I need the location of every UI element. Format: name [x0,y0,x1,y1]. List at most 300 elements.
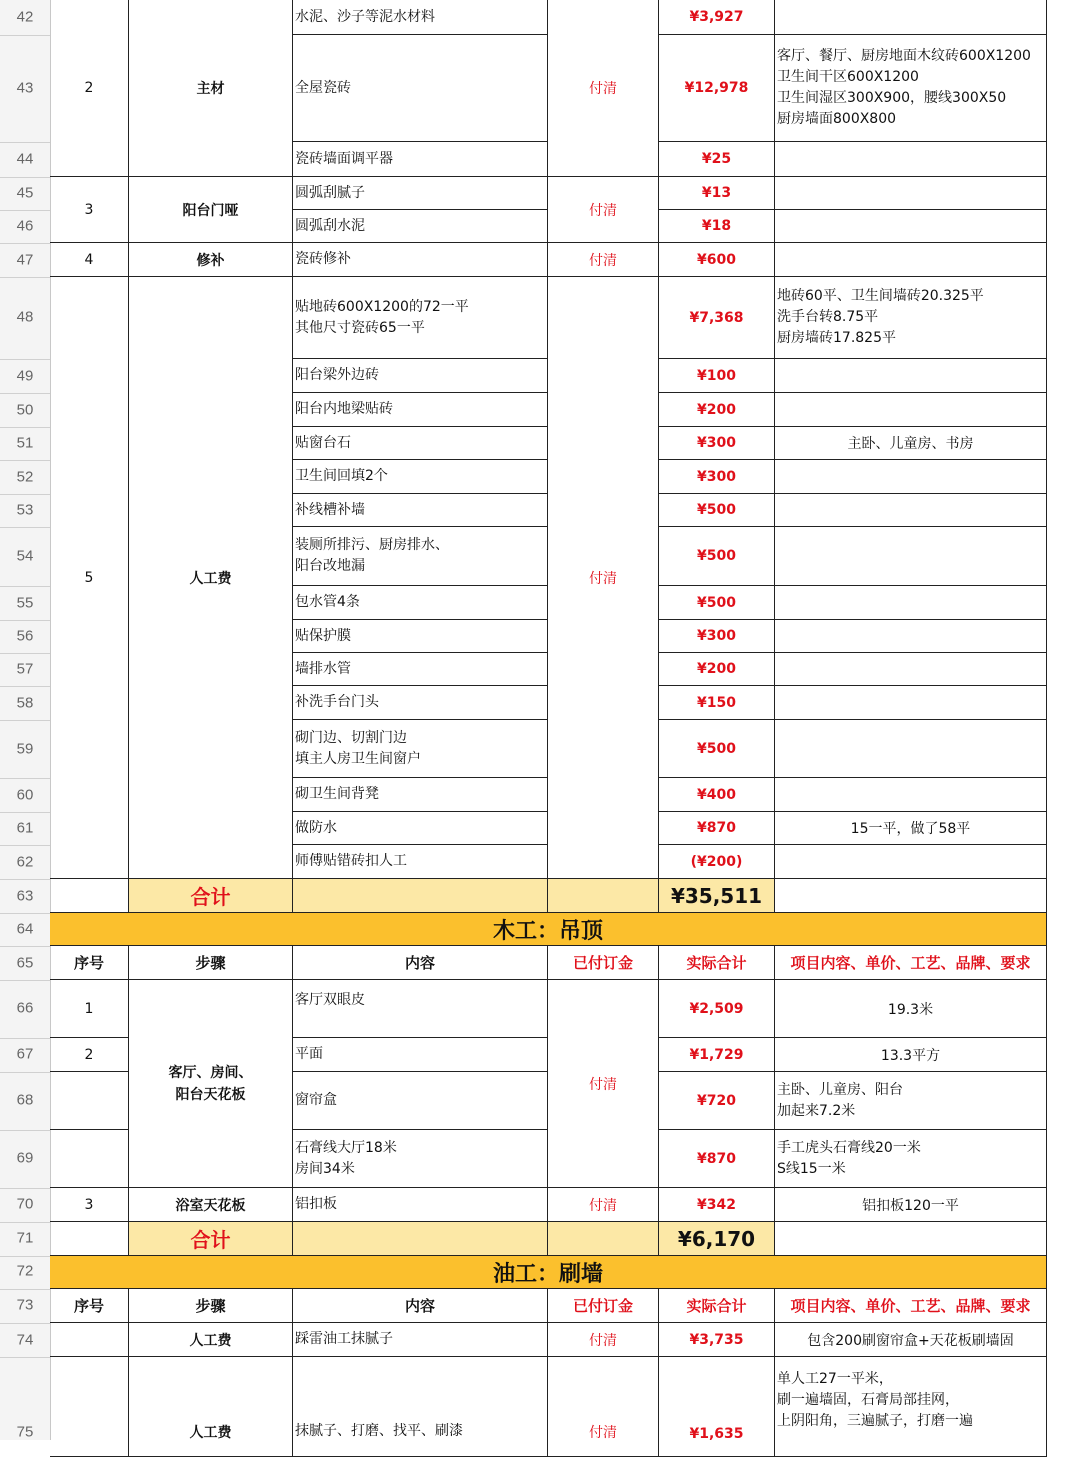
note-cell [775,1038,1047,1072]
total-empty-cell [293,1222,548,1256]
note-cell [775,1188,1047,1222]
amount-value: ¥1,729 [689,1046,744,1063]
amount-cell [659,1130,775,1188]
content-cell [293,359,548,393]
note-cell [775,359,1047,393]
amount-value: ¥200 [697,661,736,677]
step-name-cell [129,277,293,879]
row-separator [0,686,50,687]
content-text: 墙排水管 [295,660,351,677]
wood-total-label: 合计 [190,1228,231,1252]
step-number: 3 [84,201,94,218]
amount-cell [659,845,775,879]
row-number[interactable]: 43 [16,79,34,97]
note-cell [775,460,1047,494]
row-number[interactable]: 56 [16,627,34,645]
step-number-cell [50,1188,129,1222]
header-actual-text: 实际合计 [686,954,747,972]
note-cell [775,494,1047,527]
content-text: 客厅双眼皮 [295,992,365,1008]
note-cell [775,177,1047,210]
row-separator [0,1357,50,1358]
amount-cell [659,980,775,1038]
step-name-cell [129,1188,293,1222]
paid-status-cell [548,1357,659,1457]
row-separator [0,1072,50,1073]
step-number: 2 [84,1046,94,1063]
content-cell [293,1038,548,1072]
content-cell [293,1072,548,1130]
content-text: 师傅贴错砖扣人工 [295,853,407,869]
note-text: 客厅、餐厅、厨房地面木纹砖600X1200 卫生间干区600X1200 卫生间湿区300X900，腰线300X50 厨房墙面800X800 [777,48,1031,127]
total-empty-cell [50,1222,129,1256]
paid-status-cell [548,277,659,879]
amount-value: ¥25 [701,151,732,167]
amount-value: ¥500 [697,502,736,518]
amount-cell [659,1072,775,1130]
header-paid [548,946,659,980]
header-step [129,946,293,980]
header-actual [659,946,775,980]
content-text: 补洗手台门头 [295,694,379,710]
row-number[interactable]: 74 [16,1331,34,1349]
row-separator [0,427,50,428]
note-text: 地砖60平、卫生间墙砖20.325平 洗手台转8.75平 厨房墙砖17.825平 [777,288,984,346]
row-number[interactable]: 64 [16,920,34,938]
paid-status: 付清 [589,252,617,269]
amount-value: ¥12,978 [684,80,749,96]
row-number[interactable]: 48 [16,308,34,326]
row-separator [0,1038,50,1039]
row-separator [0,277,50,278]
wood-section-title [50,913,1047,946]
paid-status: 付清 [589,1332,617,1349]
total-empty-cell [548,879,659,913]
note-text: 15一平，做了58平 [850,821,971,837]
note-cell [775,527,1047,586]
header-note-text: 项目内容、单价、工艺、品牌、要求 [790,1297,1031,1315]
content-text: 窗帘盒 [295,1092,337,1108]
wood-total-amount: ¥6,170 [677,1226,756,1251]
step-name: 浴室天花板 [175,1197,246,1214]
content-text: 踩雷油工抹腻子 [295,1331,393,1347]
step-name: 人工费 [189,1425,232,1441]
step-name: 阳台门哑 [182,202,239,219]
row-separator [0,653,50,654]
content-text: 补线槽补墙 [295,501,365,518]
step-number-cell [50,243,129,277]
amount-cell [659,1323,775,1357]
row-separator [0,812,50,813]
header-num-text: 序号 [73,1297,104,1315]
row-separator [0,620,50,621]
content-text: 阳台梁外边砖 [295,367,379,383]
amount-value: ¥720 [697,1092,736,1109]
amount-value: ¥500 [697,740,736,757]
paid-status: 付清 [589,202,617,219]
step-number: 1 [84,1000,94,1017]
header-note [775,946,1047,980]
note-cell [775,210,1047,243]
note-cell [775,778,1047,812]
content-text: 卫生间回填2个 [295,468,388,484]
step-number-cell [50,0,129,177]
row-separator [0,980,50,981]
row-separator [0,778,50,779]
note-text: 包含200刷窗帘盒+天花板刷墙固 [807,1332,1014,1349]
row-number[interactable]: 62 [16,853,34,871]
note-cell [775,277,1047,359]
amount-value: ¥400 [697,786,736,803]
amount-cell [659,586,775,620]
step-number-cell [50,1357,129,1457]
content-cell [293,142,548,177]
content-cell [293,393,548,427]
amount-cell [659,653,775,686]
amount-cell [659,527,775,586]
amount-value: ¥870 [697,1150,736,1167]
step-name-cell [129,980,293,1188]
row-separator [0,527,50,528]
total-empty-cell [775,1222,1047,1256]
wood-section-title-text: 木工：吊顶 [492,918,603,944]
header-note [775,1289,1047,1323]
content-cell [293,980,548,1038]
header-paid-text: 已付订金 [572,954,633,972]
content-cell [293,720,548,778]
row-number[interactable]: 61 [16,819,34,837]
amount-value: ¥200 [697,401,736,418]
step-name: 人工费 [189,570,232,587]
row-number[interactable]: 54 [16,547,34,565]
amount-cell [659,1188,775,1222]
amount-cell [659,1038,775,1072]
content-cell [293,210,548,243]
row-number[interactable]: 47 [16,251,34,269]
paid-status-cell [548,1323,659,1357]
content-text: 瓷砖墙面调平器 [295,150,393,167]
row-separator [0,946,50,947]
row-number[interactable]: 59 [16,740,34,758]
total-empty-cell [775,879,1047,913]
amount-value: ¥3,927 [689,9,744,25]
amount-value: ¥600 [697,251,736,268]
content-cell [293,845,548,879]
paid-status-cell [548,177,659,243]
note-text: 13.3平方 [880,1047,941,1064]
amount-value: ¥500 [697,594,736,611]
note-cell [775,427,1047,460]
content-cell [293,1323,548,1357]
step-name-cell [129,243,293,277]
amount-value: ¥150 [697,694,736,711]
row-number[interactable]: 72 [16,1262,34,1280]
row-number[interactable]: 67 [16,1045,34,1063]
amount-cell [659,778,775,812]
row-separator [0,879,50,880]
amount-value: ¥870 [697,820,736,836]
content-cell [293,653,548,686]
content-cell [293,35,548,142]
amount-value: ¥300 [697,435,736,451]
content-cell [293,460,548,494]
row-separator [0,393,50,394]
row-number[interactable]: 65 [16,954,34,972]
content-cell [293,686,548,720]
row-separator [0,845,50,846]
content-text: 贴保护膜 [295,627,351,644]
step-name-cell [129,177,293,243]
step-number-cell [50,980,129,1038]
header-step-text: 步骤 [195,1297,226,1315]
content-text: 砌卫生间背凳 [295,786,379,802]
row-number[interactable]: 58 [16,694,34,712]
amount-cell [659,460,775,494]
amount-cell [659,620,775,653]
content-cell [293,620,548,653]
step-name: 人工费 [189,1332,232,1349]
row-number[interactable]: 46 [16,217,34,235]
row-number[interactable]: 66 [16,999,34,1017]
wood-total-amount-cell [659,1222,775,1256]
header-step [129,1289,293,1323]
row-separator [0,35,50,36]
row-separator [0,460,50,461]
note-cell [775,620,1047,653]
note-text: 19.3米 [887,1001,934,1018]
wood-total-label-cell [129,1222,293,1256]
note-cell [775,586,1047,620]
amount-value: (¥200) [690,853,743,870]
total-empty-cell [50,879,129,913]
amount-cell [659,427,775,460]
row-number[interactable]: 70 [16,1195,34,1213]
note-cell [775,393,1047,427]
row-separator [0,359,50,360]
content-text: 石膏线大厅18米 房间34米 [295,1139,397,1177]
row-number[interactable]: 55 [16,594,34,612]
paint-section-title-text: 油工：刷墙 [492,1261,603,1287]
content-text: 装厕所排污、厨房排水、 阳台改地漏 [295,537,449,574]
note-cell [775,686,1047,720]
header-num [50,1289,129,1323]
content-cell [293,494,548,527]
paid-status-cell [548,980,659,1188]
amount-value: ¥300 [697,468,736,485]
content-text: 贴地砖600X1200的72一平 其他尺寸瓷砖65一平 [295,298,469,336]
header-content [293,1289,548,1323]
amount-cell [659,812,775,845]
note-cell [775,1072,1047,1130]
paid-status: 付清 [589,1076,617,1093]
row-separator [0,142,50,143]
header-content-text: 内容 [404,1297,435,1315]
amount-cell [659,393,775,427]
row-separator [0,243,50,244]
row-separator [0,1130,50,1131]
paid-status: 付清 [589,1425,617,1441]
amount-value: ¥2,509 [689,1000,744,1017]
step-number-cell [50,1072,129,1130]
note-cell [775,812,1047,845]
row-number[interactable]: 42 [16,8,34,26]
amount-cell [659,686,775,720]
amount-cell [659,277,775,359]
content-cell [293,812,548,845]
row-separator [0,1222,50,1223]
content-text: 阳台内地梁贴砖 [295,401,393,417]
row-separator [0,494,50,495]
paid-status: 付清 [589,570,617,587]
step-number: 4 [84,251,94,268]
amount-cell [659,35,775,142]
content-cell [293,1188,548,1222]
note-cell [775,243,1047,277]
step-number-cell [50,277,129,879]
content-text: 包水管4条 [295,594,360,610]
note-text: 主卧、儿童房、书房 [847,436,974,452]
step-name-cell [129,1323,293,1357]
content-text: 圆弧刮腻子 [295,184,365,201]
step-number-cell [50,1038,129,1072]
amount-cell [659,720,775,778]
row-number[interactable]: 57 [16,660,34,678]
note-text: 单人工27一平米， 刷一遍墙固，石膏局部挂网， 上阴阳角，三遍腻子，打磨一遍 [777,1371,973,1429]
amount-cell [659,0,775,35]
content-text: 瓷砖修补 [295,251,351,267]
row-number[interactable]: 75 [16,1423,34,1441]
row-separator [0,720,50,721]
tile-total-label: 合计 [190,885,231,909]
row-number[interactable]: 45 [16,184,34,202]
content-text: 砌门边、切割门边 填主人房卫生间窗户 [295,729,421,767]
note-cell [775,142,1047,177]
row-number[interactable]: 63 [16,887,34,905]
paid-status: 付清 [589,1197,617,1214]
amount-cell [659,177,775,210]
content-cell [293,277,548,359]
header-num [50,946,129,980]
step-name: 主材 [196,81,225,97]
content-text: 圆弧刮水泥 [295,217,365,234]
content-text: 做防水 [295,819,337,836]
note-text: 手工虎头石膏线20一米 S线15一米 [777,1139,921,1177]
tile-total-amount-cell [659,879,775,913]
header-content [293,946,548,980]
row-separator [0,1289,50,1290]
paid-status-cell [548,0,659,177]
amount-value: ¥3,735 [689,1331,744,1348]
content-cell [293,586,548,620]
content-cell [293,527,548,586]
step-number-cell [50,1323,129,1357]
row-number[interactable]: 52 [16,468,34,486]
row-number[interactable]: 69 [16,1149,34,1167]
tile-total-label-cell [129,879,293,913]
note-cell [775,35,1047,142]
header-actual [659,1289,775,1323]
content-text: 水泥、沙子等泥水材料 [295,8,435,25]
header-note-text: 项目内容、单价、工艺、品牌、要求 [790,954,1031,972]
content-cell [293,0,548,35]
step-number-cell [50,177,129,243]
header-content-text: 内容 [404,954,435,972]
content-cell [293,177,548,210]
amount-value: ¥18 [701,218,732,234]
content-cell [293,778,548,812]
amount-value: ¥1,635 [689,1426,744,1442]
amount-value: ¥300 [697,628,736,644]
content-cell [293,1357,548,1457]
row-number[interactable]: 71 [16,1229,34,1247]
row-number[interactable]: 60 [16,786,34,804]
note-cell [775,0,1047,35]
total-empty-cell [548,1222,659,1256]
paid-status: 付清 [589,81,617,97]
note-cell [775,1130,1047,1188]
note-cell [775,653,1047,686]
note-cell [775,845,1047,879]
tile-total-amount: ¥35,511 [670,883,763,908]
note-cell [775,980,1047,1038]
paid-status-cell [548,1188,659,1222]
paint-section-title [50,1256,1047,1289]
step-name-cell [129,1357,293,1457]
content-cell [293,243,548,277]
header-step-text: 步骤 [195,954,226,972]
content-text: 平面 [295,1046,323,1062]
step-number: 2 [84,80,94,96]
note-text: 铝扣板120一平 [862,1197,959,1214]
row-number[interactable]: 50 [16,401,34,419]
amount-cell [659,210,775,243]
total-empty-cell [293,879,548,913]
step-number: 5 [84,569,94,586]
step-number: 3 [84,1196,94,1213]
amount-cell [659,359,775,393]
note-cell [775,1357,1047,1457]
step-name: 客厅、房间、 阳台天花板 [168,1064,253,1103]
amount-value: ¥100 [697,367,736,384]
amount-cell [659,494,775,527]
content-cell [293,1130,548,1188]
content-text: 抹腻子、打磨、找平、刷漆 [295,1423,463,1439]
row-number[interactable]: 49 [16,367,34,385]
header-actual-text: 实际合计 [686,1297,747,1315]
note-cell [775,1323,1047,1357]
step-name-cell [129,0,293,177]
header-paid [548,1289,659,1323]
content-cell [293,427,548,460]
paid-status-cell [548,243,659,277]
row-number[interactable]: 68 [16,1091,34,1109]
row-number[interactable]: 51 [16,434,34,452]
row-number[interactable]: 73 [16,1296,34,1314]
header-num-text: 序号 [73,954,104,972]
content-text: 贴窗台石 [295,434,351,451]
row-separator [0,586,50,587]
row-number[interactable]: 53 [16,501,34,519]
row-number[interactable]: 44 [16,150,34,168]
row-separator [0,210,50,211]
step-name: 修补 [196,252,225,269]
note-cell [775,720,1047,778]
amount-cell [659,243,775,277]
amount-value: ¥500 [697,548,736,564]
amount-value: ¥342 [697,1196,736,1213]
amount-value: ¥7,368 [689,309,744,326]
note-text: 主卧、儿童房、阳台 加起来7.2米 [777,1081,903,1119]
